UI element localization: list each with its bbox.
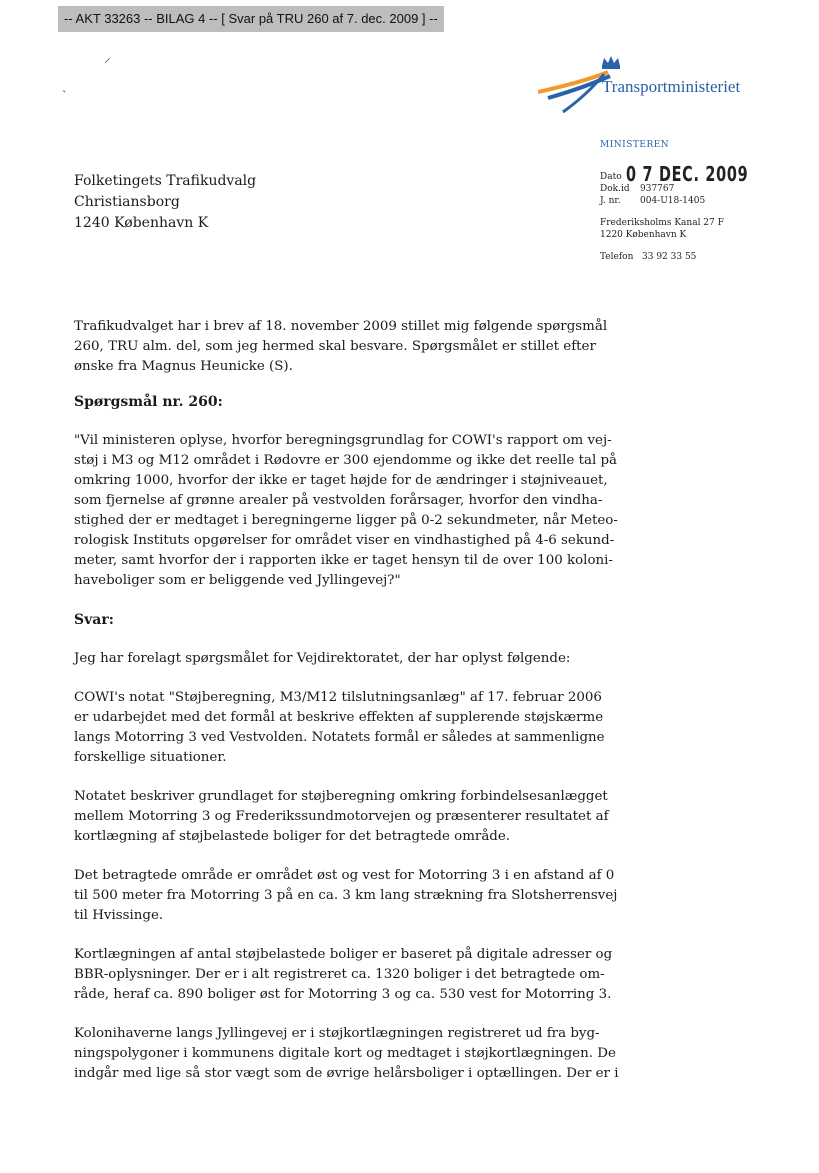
answer-paragraph xyxy=(74,649,574,669)
text-line: Kolonihaverne langs Jyllingevej er i støjkortlægningen registreret ud fra byg- xyxy=(74,1026,600,1041)
recipient-address xyxy=(74,171,256,234)
text-line: omkring 1000, hvorfor der ikke er taget højde for de ændringer i støjniveauet, xyxy=(74,473,608,488)
scan-mark: ⸝ xyxy=(104,51,111,66)
intro-paragraph xyxy=(74,317,608,377)
letter-body xyxy=(74,317,619,1084)
text-line: Det betragtede område er området øst og vest for Motorring 3 i en afstand af 0 xyxy=(74,868,615,883)
date-label: Dato xyxy=(600,172,622,182)
text-line: meter, samt hvorfor der i rapporten ikke er taget hensyn til de over 100 koloni- xyxy=(74,553,613,568)
text-line: ønske fra Magnus Heunicke (S). xyxy=(74,359,293,374)
text-line: til 500 meter fra Motorring 3 på en ca. 3 km lang strækning fra Slotsherrensvej xyxy=(74,888,618,903)
sender-address-line: 1220 København K xyxy=(600,230,687,240)
text-line: haveboliger som er beliggende ved Jyllingevej?" xyxy=(74,573,401,588)
text-line: Kortlægningen af antal støjbelastede boliger er baseret på digitale adresser og xyxy=(74,947,613,962)
answer-paragraph xyxy=(74,688,605,768)
text-line: Jeg har forelagt spørgsmålet for Vejdirektoratet, der har oplyst følgende: xyxy=(74,651,571,666)
recipient-line: 1240 København K xyxy=(74,215,209,231)
text-line: langs Motorring 3 ved Vestvolden. Notatets formål er således at sammenligne xyxy=(74,730,605,745)
answer-paragraph xyxy=(74,866,618,926)
question-heading: Spørgsmål nr. 260: xyxy=(74,394,223,410)
answer-paragraph xyxy=(74,945,613,1005)
answer-heading: Svar: xyxy=(74,612,114,628)
crown-icon xyxy=(602,56,620,69)
recipient-line: Christiansborg xyxy=(74,194,180,210)
text-line: BBR-oplysninger. Der er i alt registreret ca. 1320 boliger i det betragtede om- xyxy=(74,967,605,982)
text-line: rologisk Instituts opgørelser for området viser en vindhastighed på 4-6 sekund- xyxy=(74,533,615,548)
text-line: mellem Motorring 3 og Frederikssundmotorvejen og præsenterer resultatet af xyxy=(74,809,609,824)
sender-info xyxy=(600,139,796,263)
text-line: til Hvissinge. xyxy=(74,908,164,923)
telefon-row xyxy=(600,251,796,263)
telefon-value: 33 92 33 55 xyxy=(642,252,697,262)
jnr-row xyxy=(600,195,796,207)
question-paragraph xyxy=(74,431,618,591)
jnr-label: J. nr. xyxy=(600,196,621,206)
text-line: forskellige situationer. xyxy=(74,750,227,765)
text-line: kortlægning af støjbelastede boliger for det betragtede område. xyxy=(74,829,511,844)
dokid-value: 937767 xyxy=(640,184,675,194)
sender-title: MINISTEREN xyxy=(600,140,670,150)
text-line: Notatet beskriver grundlaget for støjberegning omkring forbindelsesanlægget xyxy=(74,789,608,804)
text-line: støj i M3 og M12 området i Rødovre er 300 ejendomme og ikke det reelle tal på xyxy=(74,453,618,468)
jnr-value: 004-U18-1405 xyxy=(640,196,706,206)
text-line: råde, heraf ca. 890 boliger øst for Motorring 3 og ca. 530 vest for Motorring 3. xyxy=(74,987,612,1002)
text-line: indgår med lige så stor vægt som de øvrige helårsboliger i optællingen. Der er i xyxy=(74,1066,619,1081)
date-row xyxy=(600,162,796,186)
text-line: COWI's notat "Støjberegning, M3/M12 tilslutningsanlæg" af 17. februar 2006 xyxy=(74,690,602,705)
scan-mark: ˏ xyxy=(62,79,67,94)
ministry-name: Transportministeriet xyxy=(602,77,741,96)
answer-paragraph xyxy=(74,1024,619,1084)
recipient-line: Folketingets Trafikudvalg xyxy=(74,173,257,189)
text-line: Trafikudvalget har i brev af 18. november 2009 stillet mig følgende spørgsmål xyxy=(74,319,608,334)
text-line: ningspolygoner i kommunens digitale kort og medtaget i støjkortlægningen. De xyxy=(74,1046,616,1061)
answer-paragraph xyxy=(74,787,609,847)
text-line: er udarbejdet med det formål at beskrive effekten af supplerende støjskærme xyxy=(74,710,604,725)
document-header-bar: -- AKT 33263 -- BILAG 4 -- [ Svar på TRU 260 af 7. dec. 2009 ] -- xyxy=(58,6,444,32)
telefon-label: Telefon xyxy=(600,252,634,262)
date-stamp: 0 7 DEC. 2009 xyxy=(625,162,748,186)
dokid-label: Dok.id xyxy=(600,184,630,194)
text-line: stighed der er medtaget i beregningerne ligger på 0-2 sekundmeter, når Meteo- xyxy=(74,513,618,528)
sender-address-line: Frederiksholms Kanal 27 F xyxy=(600,218,724,228)
text-line: som fjernelse af grønne arealer på vestvolden forårsager, hvorfor den vindha- xyxy=(74,493,603,508)
text-line: 260, TRU alm. del, som jeg hermed skal besvare. Spørgsmålet er stillet efter xyxy=(74,339,596,354)
text-line: "Vil ministeren oplyse, hvorfor beregningsgrundlag for COWI's rapport om vej- xyxy=(74,433,612,448)
